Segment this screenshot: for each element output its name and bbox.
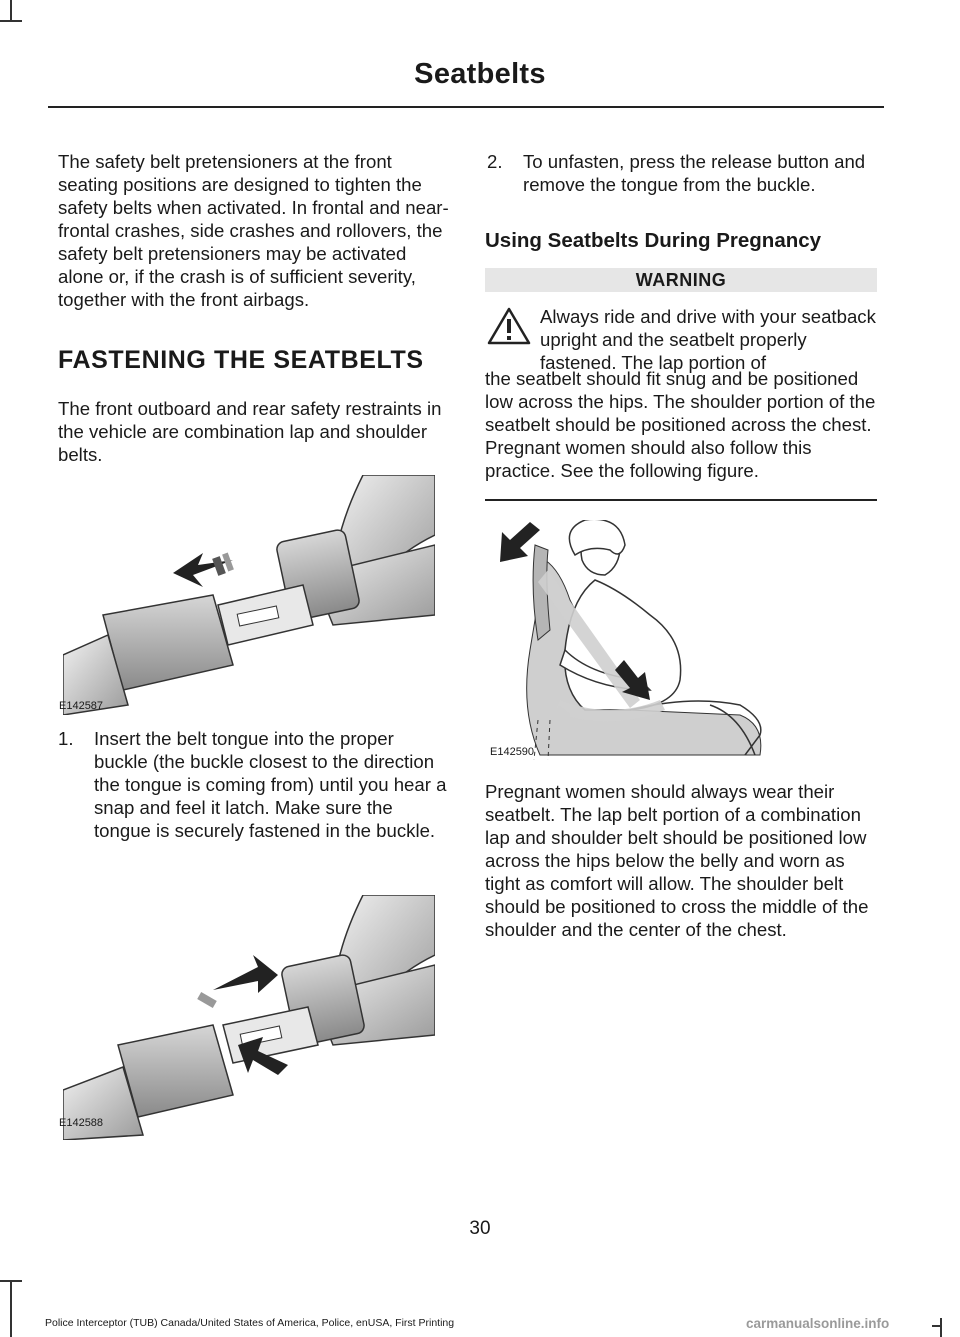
step-text: To unfasten, press the release button and remove the tongue from the buckle. (523, 151, 866, 195)
step-number: 1. (58, 728, 74, 749)
buckle-figure-2 (59, 895, 435, 1140)
warning-first-lines: Always ride and drive with your seatback upright and the seatbelt properly fastened. The lap portion of (540, 306, 876, 373)
step-number: 2. (487, 151, 503, 172)
figure-code: E142588 (59, 1117, 104, 1129)
warning-icon (486, 306, 532, 346)
page-number: 30 (469, 1218, 491, 1239)
section-heading: FASTENING THE SEATBELTS (58, 346, 424, 374)
crop-mark (10, 0, 12, 22)
crop-mark (10, 1280, 12, 1337)
figure-code: E142587 (59, 700, 104, 712)
crop-mark (0, 20, 22, 22)
warning-rest: the seatbelt should fit snug and be positioned low across the hips. The shoulder portion of the seatbelt should be positioned across the chest. Pregnant women should also follow this practice. See the following figure. (485, 368, 876, 481)
crop-mark (932, 1325, 942, 1327)
crop-mark (0, 1280, 22, 1282)
buckle-figure-1 (59, 475, 435, 715)
warning-label: WARNING (485, 268, 877, 292)
seatbelt-buckle-illustration (63, 895, 435, 1140)
step-2 (487, 150, 879, 220)
step-1 (58, 727, 450, 887)
header-divider (48, 106, 884, 108)
pregnancy-paragraph: Pregnant women should always wear their seatbelt. The lap belt portion of a combination lap and shoulder belt should be positioned low across the hips below the belly and worn as tight as comfort will allow. The shoulder belt should be positioned to cross the middle of the shoulder and the center of the chest. (485, 781, 869, 940)
intro-paragraph: The safety belt pretensioners at the front seating positions are designed to tighten the safety belts when activated. In frontal and near-frontal crashes, side crashes and rollovers, the safety belt pretensioners may be activated alone or, if the crash is of sufficient severity, together with the front airbags. (58, 151, 449, 310)
subsection-heading: Using Seatbelts During Pregnancy (485, 229, 822, 252)
pregnant-woman-seatbelt-illustration (490, 520, 875, 760)
crop-mark (940, 1318, 942, 1337)
footer-text: Police Interceptor (TUB) Canada/United States of America, Police, enUSA, First Printing (45, 1317, 455, 1329)
intro-belts-paragraph: The front outboard and rear safety restraints in the vehicle are combination lap and shoulder belts. (58, 398, 442, 465)
figure-code: E142590 (490, 746, 535, 758)
pregnancy-seatbelt-figure (490, 520, 875, 760)
warning-divider (485, 499, 877, 501)
watermark: carmanualsonline.info (746, 1316, 890, 1331)
seatbelt-buckle-illustration (63, 475, 435, 715)
page-title: Seatbelts (414, 58, 546, 90)
step-text: Insert the belt tongue into the proper buckle (the buckle closest to the direction the tongue is coming from) until you hear a snap and feel it latch. Make sure the tongue is securely fastened in the buckle. (94, 728, 447, 841)
